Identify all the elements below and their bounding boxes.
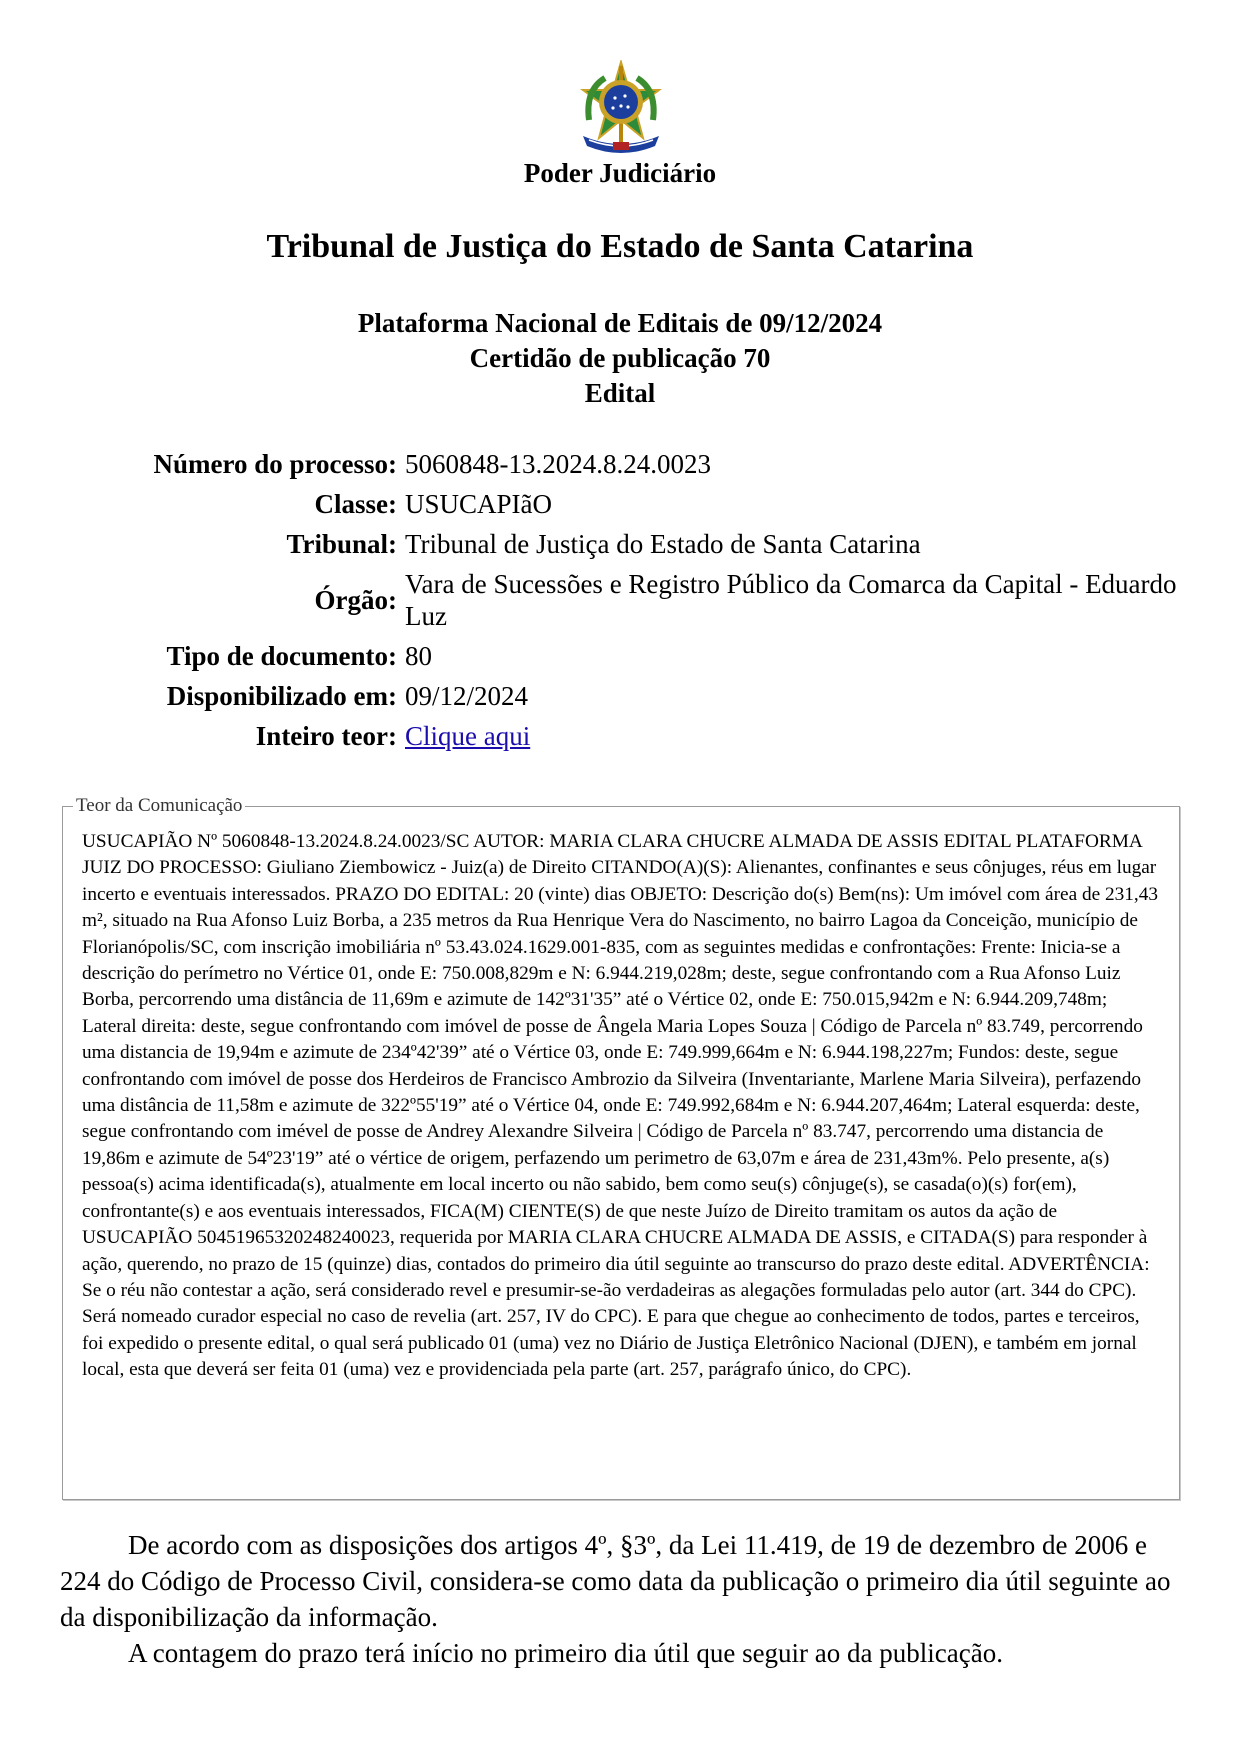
classe-label: Classe: [314, 488, 397, 519]
meta-row-tribunal [60, 528, 1180, 560]
inteiro-teor-link[interactable]: Clique aqui [405, 721, 531, 751]
document-type-line: Edital [584, 378, 656, 408]
publication-title-block [0, 306, 1240, 411]
notice-paragraph-2: A contagem do prazo terá início no primeiro dia útil que seguir ao da publicação. [128, 1638, 1003, 1668]
tribunal-value: Tribunal de Justiça do Estado de Santa Catarina [405, 529, 921, 559]
tribunal-heading: Tribunal de Justiça do Estado de Santa Catarina [266, 228, 974, 265]
tribunal-label: Tribunal: [286, 528, 397, 559]
meta-row-classe [60, 488, 1180, 520]
teor-comunicacao-box [62, 795, 1180, 1500]
classe-value: USUCAPIãO [405, 489, 553, 519]
teor-comunicacao-legend: Teor da Comunicação [73, 795, 245, 817]
certidao-line: Certidão de publicação 70 [469, 343, 771, 373]
orgao-value: Vara de Sucessões e Registro Público da Comarca da Capital - Eduardo Luz [405, 569, 1177, 631]
processo-value: 5060848-13.2024.8.24.0023 [405, 449, 711, 479]
disponibilizado-value: 09/12/2024 [405, 681, 529, 711]
brazil-coat-of-arms-icon [575, 60, 667, 154]
tipo-documento-label: Tipo de documento: [166, 640, 397, 671]
inteiro-teor-label: Inteiro teor: [255, 720, 397, 751]
meta-row-processo [60, 448, 1180, 480]
tipo-documento-value: 80 [405, 641, 432, 671]
orgao-label: Órgão: [314, 584, 397, 615]
notice-paragraph-1: De acordo com as disposições dos artigos 4º, §3º, da Lei 11.419, de 19 de dezembro de 2006 e 224 do Código de Processo Civil, considera-se como data da publicação o primeiro dia útil seguinte ao da disponibilização da informação. [60, 1530, 1171, 1632]
meta-row-inteiro-teor [60, 720, 1180, 752]
meta-row-orgao [60, 568, 1180, 632]
processo-label: Número do processo: [153, 448, 397, 479]
poder-judiciario-heading: Poder Judiciário [523, 158, 717, 188]
teor-comunicacao-text: USUCAPIÃO Nº 5060848-13.2024.8.24.0023/SC AUTOR: MARIA CLARA CHUCRE ALMADA DE ASSIS EDITAL PLATAFORMA JUIZ DO PROCESSO: Giuliano Ziembowicz - Juiz(a) de Direito CITANDO(A)(S): Alienantes, confinantes e seus cônjuges, réus em lugar incerto e eventuais interessados. PRAZO DO EDITAL: 20 (vinte) dias OBJETO: Descrição do(s) Bem(ns): Um imóvel com área de 231,43 m², situado na Rua Afonso Luiz Borba, a 235 metros da Rua Henrique Vera do Nascimento, no bairro Lagoa da Conceição, município de Florianópolis/SC, com inscrição imobiliária nº 53.43.024.1629.001-835, com as seguintes medidas e confrontações: Frente: Inicia-se a descrição do perímetro no Vértice 01, onde E: 750.008,829m e N: 6.944.219,028m; deste, segue confrontando com a Rua Afonso Luiz Borba, percorrendo uma distância de 11,69m e azimute de 142º31'35” até o Vértice 02, onde E: 750.015,942m e N: 6.944.209,748m; Lateral direita: deste, segue confrontando com imóvel de posse de Ângela Maria Lopes Souza | Código de Parcela nº 83.749, percorrendo uma distancia de 19,94m e azimute de 234º42'39” até o Vértice 03, onde E: 749.999,664m e N: 6.944.198,227m; Fundos: deste, segue confrontando com imóvel de posse dos Herdeiros de Francisco Ambrozio da Silveira (Inventariante, Marlene Maria Silveira), perfazendo uma distância de 11,58m e azimute de 322º55'19” até o Vértice 04, onde E: 749.992,684m e N: 6.944.207,464m; Lateral esquerda: deste, segue confrontando com imével de posse de Andrey Alexandre Silveira | Código de Parcela nº 83.747, percorrendo uma distancia de 19,86m e azimute de 54º23'19” até o vértice de origem, perfazendo um perimetro de 63,07m e área de 231,43m%. Pelo presente, a(s) pessoa(s) acima identificada(s), atualmente em local incerto ou não sabido, bem como seu(s) cônjuge(s), se casada(o)(s) for(em), confrontante(s) e aos eventuais interessados, FICA(M) CIENTE(S) de que neste Juízo de Direito tramitam os autos da ação de USUCAPIÃO 50451965320248240023, requerida por MARIA CLARA CHUCRE ALMADA DE ASSIS, e CITADA(S) para responder à ação, querendo, no prazo de 15 (quinze) dias, contados do primeiro dia útil seguinte ao transcurso do prazo deste edital. ADVERTÊNCIA: Se o réu não contestar a ação, será considerado revel e presumir-se-ão verdadeiras as alegações formuladas pelo autor (art. 344 do CPC). Será nomeado curador especial no caso de revelia (art. 257, IV do CPC). E para que chegue ao conhecimento de todos, partes e terceiros, foi expedido o presente edital, o qual será publicado 01 (uma) vez no Diário de Justiça Eletrônico Nacional (DJEN), e também em jornal local, esta que deverá ser feita 01 (uma) vez e providenciada pela parte (art. 257, parágrafo único, do CPC). [82, 831, 1158, 1381]
plataforma-line: Plataforma Nacional de Editais de 09/12/2024 [357, 308, 883, 338]
process-metadata [60, 448, 1180, 760]
meta-row-disponibilizado [60, 680, 1180, 712]
disponibilizado-label: Disponibilizado em: [166, 680, 397, 711]
meta-row-tipo-documento [60, 640, 1180, 672]
publication-notice [60, 1527, 1178, 1671]
